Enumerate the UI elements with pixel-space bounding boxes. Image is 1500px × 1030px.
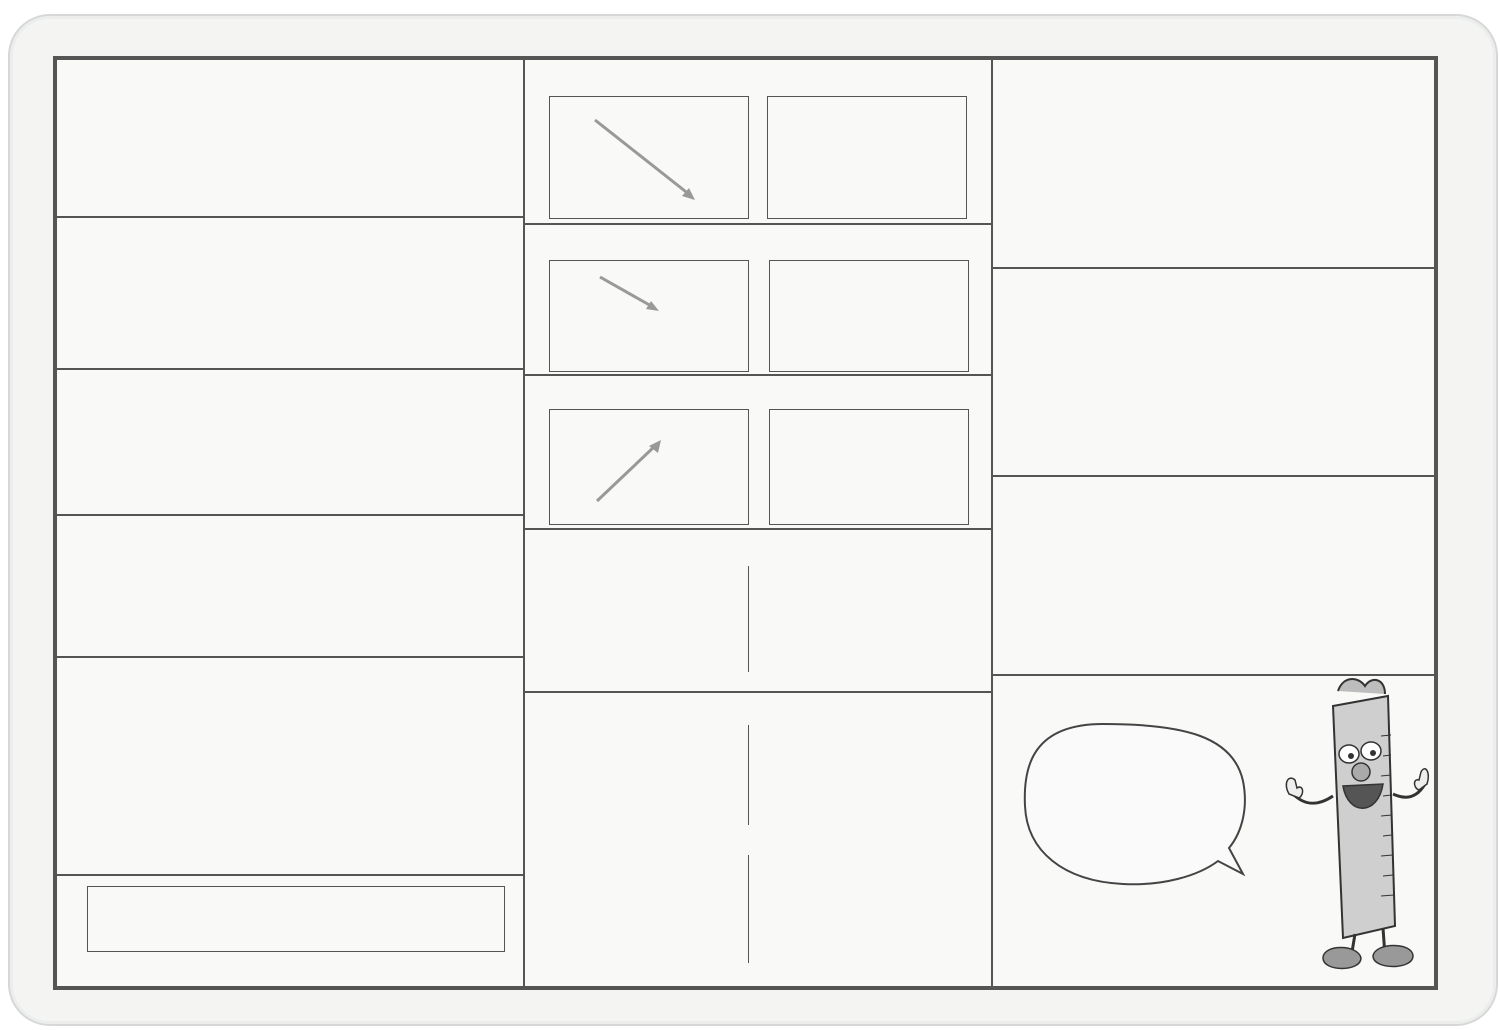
- panel-temperature-convert: [523, 691, 993, 988]
- panel-prefix-chart: [55, 874, 525, 988]
- panel-prefix-symbol-length: [523, 223, 993, 376]
- panel-measurement-symbols: [55, 58, 525, 218]
- panel-prefix-for-amounts: [523, 528, 993, 693]
- panel-circle-larger: [991, 58, 1436, 269]
- panel-write-symbol: [991, 475, 1436, 676]
- panel-prefix-numerical: [523, 58, 993, 225]
- prefix-chart-table: [87, 886, 505, 952]
- panel-prefix-symbol-mass: [523, 374, 993, 530]
- worksheet: [53, 56, 1438, 990]
- column-divider: [748, 855, 749, 963]
- panel-metric-amounts: [55, 368, 525, 516]
- column-divider: [748, 725, 749, 825]
- panel-larger-prefix-pairs: [55, 514, 525, 658]
- sample-match-arrow: [525, 376, 993, 530]
- sample-match-arrow: [525, 60, 993, 225]
- barcode: [1093, 924, 1223, 954]
- panel-lets-practice: [991, 674, 1436, 988]
- column-divider: [748, 566, 749, 672]
- panel-prefix-term: [55, 216, 525, 370]
- panel-circle-smaller: [991, 267, 1436, 477]
- sample-match-arrow: [525, 225, 993, 376]
- panel-fill-answers: [55, 656, 525, 876]
